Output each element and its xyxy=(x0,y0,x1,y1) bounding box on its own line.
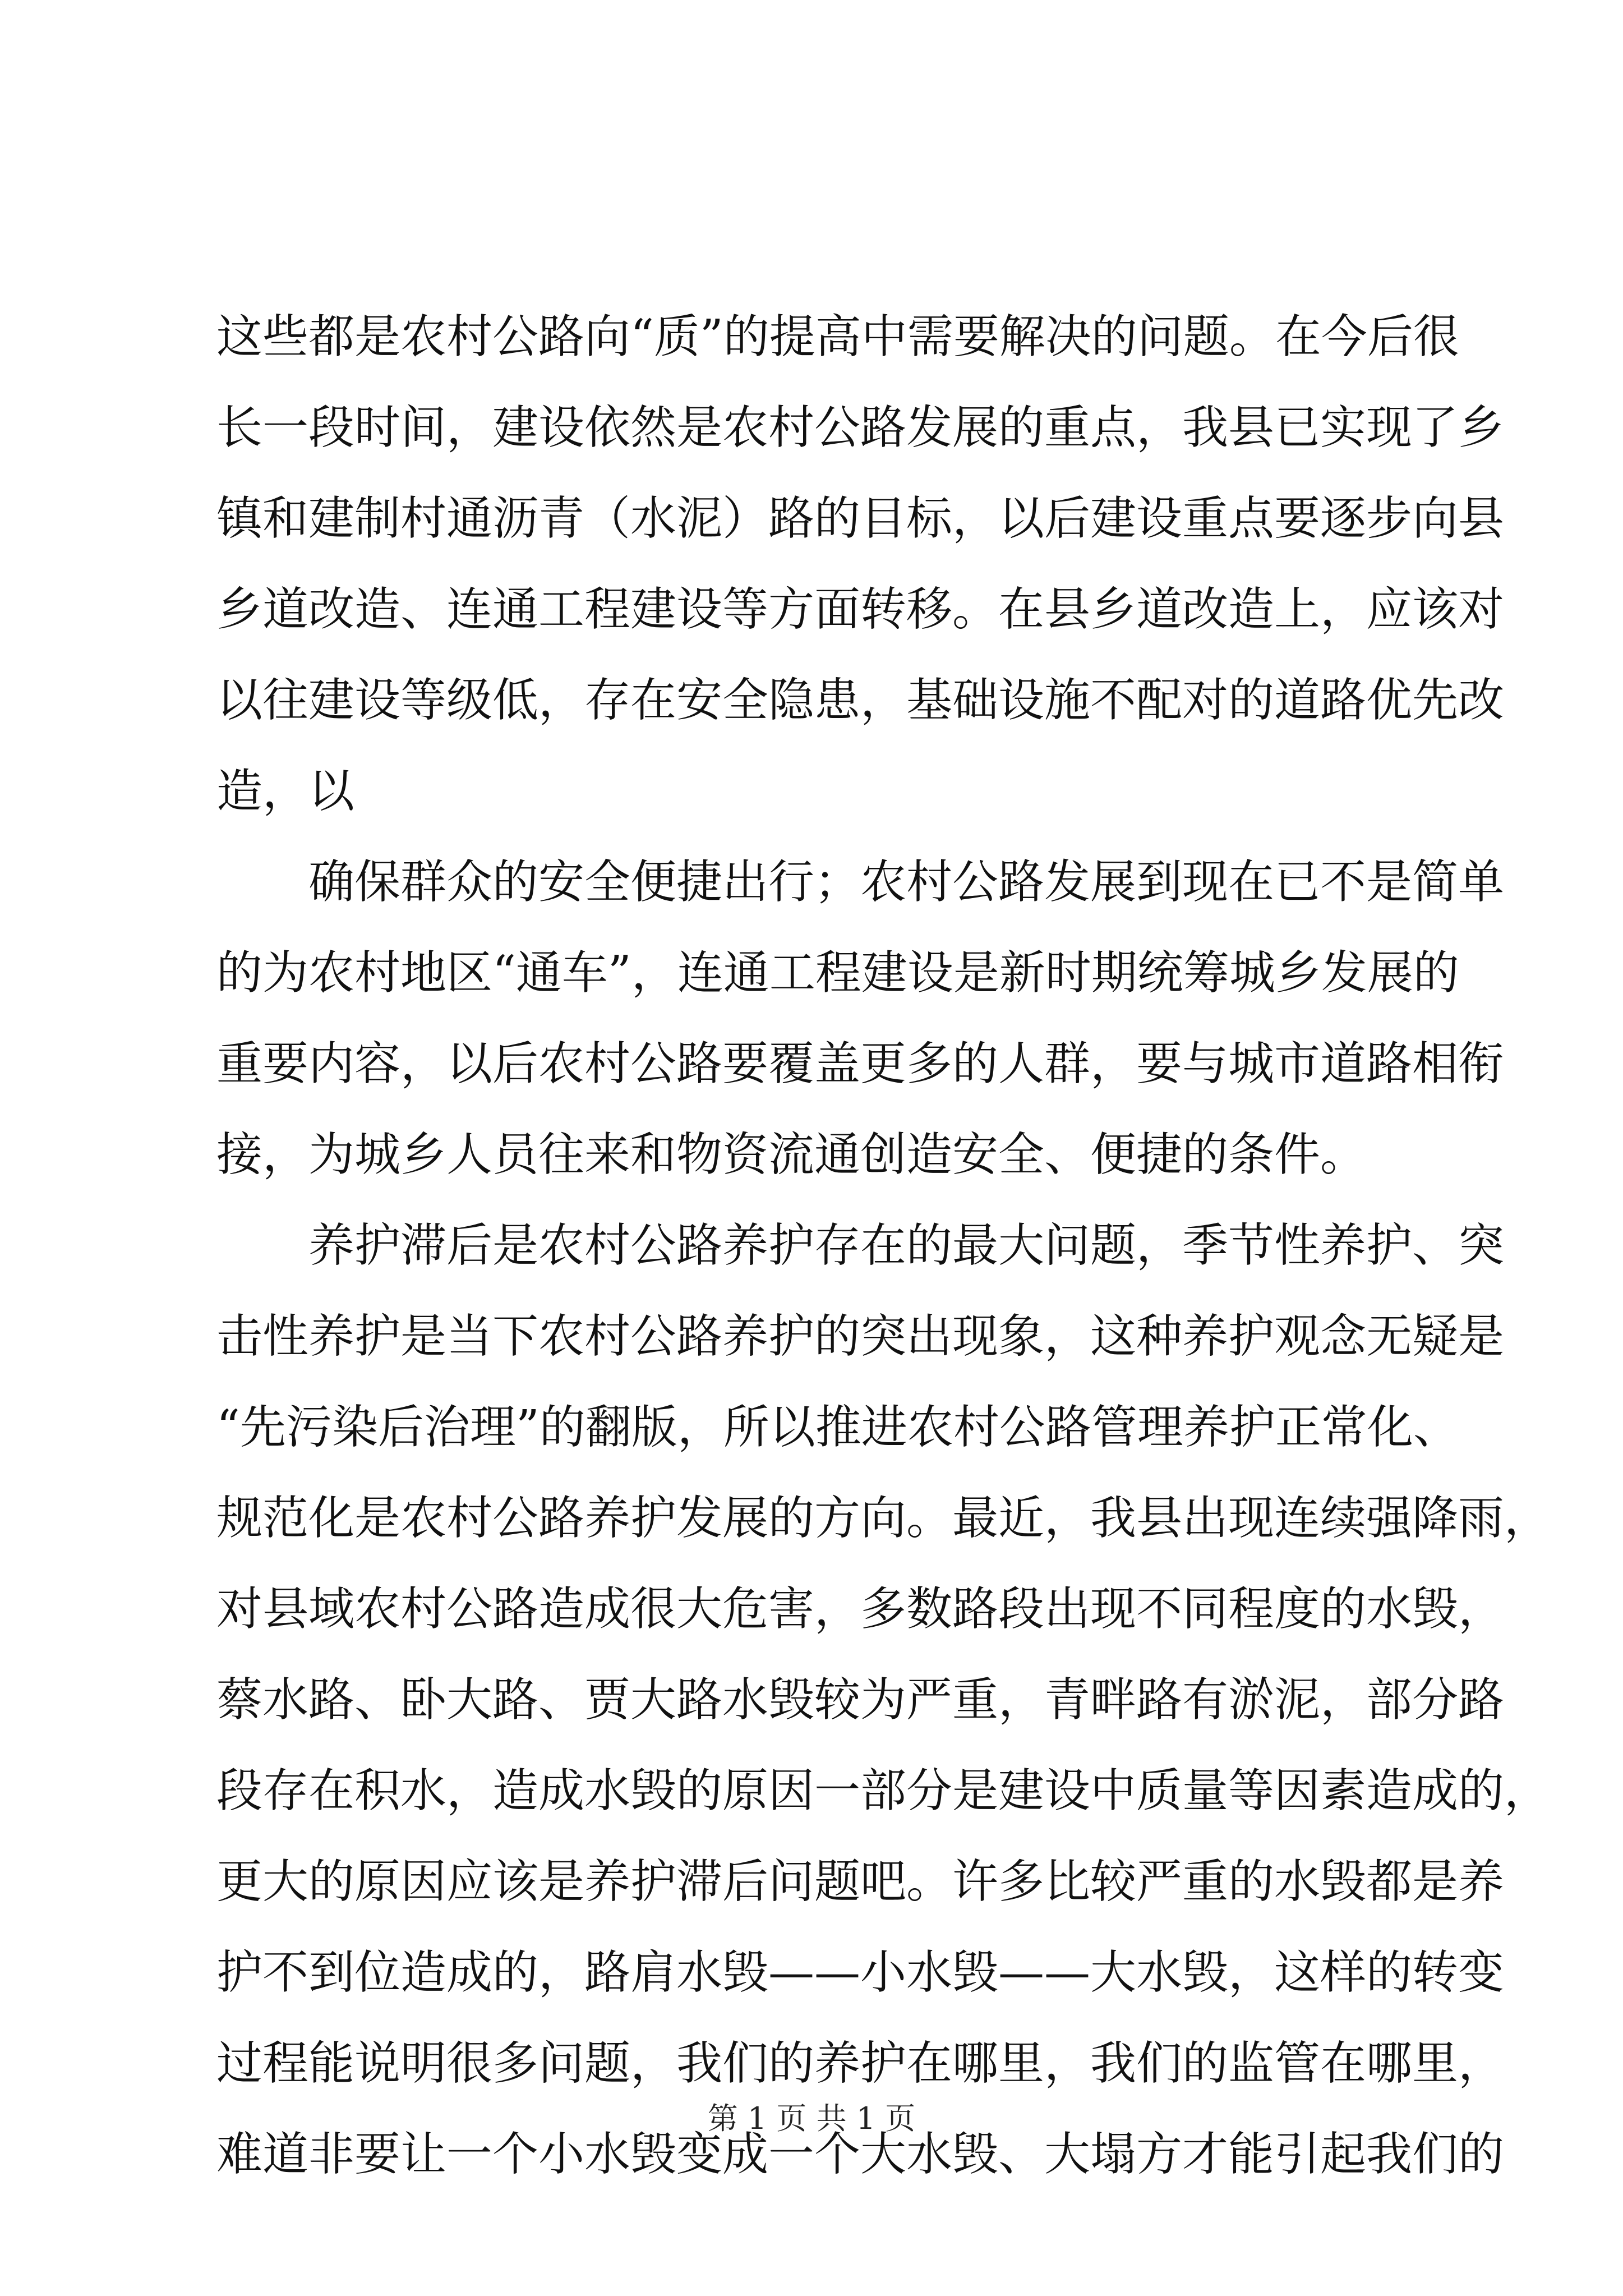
text-line: 规范化是农村公路养护发展的方向。最近，我县出现连续强降雨， xyxy=(216,1492,1551,1545)
paragraph-start-line: 确保群众的安全便捷出行；农村公路发展到现在已不是简单 xyxy=(308,855,1505,909)
text-line: 蔡水路、卧大路、贾大路水毁较为严重，青畔路有淤泥，部分路 xyxy=(216,1673,1505,1727)
text-line: 段存在积水，造成水毁的原因一部分是建设中质量等因素造成的， xyxy=(216,1764,1551,1818)
text-line: 长一段时间，建设依然是农村公路发展的重点，我县已实现了乡 xyxy=(216,401,1505,454)
text-line: 镇和建制村通沥青（水泥）路的目标，以后建设重点要逐步向县 xyxy=(216,492,1505,545)
text-line: 护不到位造成的，路肩水毁——小水毁——大水毁，这样的转变 xyxy=(216,1946,1505,1999)
text-line: 重要内容，以后农村公路要覆盖更多的人群，要与城市道路相衔 xyxy=(216,1037,1505,1091)
text-line: 这些都是农村公路向“质”的提高中需要解决的问题。在今后很 xyxy=(216,310,1459,364)
text-line: 更大的原因应该是养护滞后问题吧。许多比较严重的水毁都是养 xyxy=(216,1855,1505,1908)
text-line: 过程能说明很多问题，我们的养护在哪里，我们的监管在哪里， xyxy=(216,2037,1505,2090)
text-line: 难道非要让一个小水毁变成一个大水毁、大塌方才能引起我们的 xyxy=(216,2128,1505,2181)
paragraph-start-line: 养护滞后是农村公路养护存在的最大问题，季节性养护、突 xyxy=(308,1219,1505,1272)
page-footer: 第 1 页 共 1 页 xyxy=(707,2101,916,2136)
text-line: 造，以 xyxy=(216,765,355,818)
text-line: 乡道改造、连通工程建设等方面转移。在县乡道改造上，应该对 xyxy=(216,583,1505,636)
text-line: 对县域农村公路造成很大危害，多数路段出现不同程度的水毁， xyxy=(216,1582,1505,1636)
text-line: 的为农村地区“通车”，连通工程建设是新时期统筹城乡发展的 xyxy=(216,946,1459,1000)
text-line: “先污染后治理”的翻版，所以推进农村公路管理养护正常化、 xyxy=(216,1401,1459,1454)
text-line: 接，为城乡人员往来和物资流通创造安全、便捷的条件。 xyxy=(216,1128,1367,1181)
text-line: 击性养护是当下农村公路养护的突出现象，这种养护观念无疑是 xyxy=(216,1310,1505,1363)
text-line: 以往建设等级低，存在安全隐患，基础设施不配对的道路优先改 xyxy=(216,674,1505,727)
document-body xyxy=(216,292,1551,2200)
